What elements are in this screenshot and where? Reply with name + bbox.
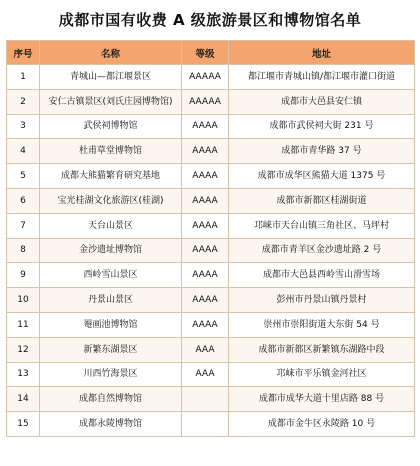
table-row	[7, 337, 415, 362]
cell-address: 成都市成华大道十里店路 88 号	[229, 387, 415, 412]
cell-name: 成都自然博物馆	[40, 387, 182, 412]
cell-no: 14	[7, 387, 40, 412]
table-row	[7, 164, 415, 189]
cell-name: 天台山景区	[40, 213, 182, 238]
cell-no: 12	[7, 337, 40, 362]
cell-level: AAA	[182, 362, 229, 387]
cell-level: AAAA	[182, 188, 229, 213]
cell-no: 9	[7, 263, 40, 288]
cell-no: 8	[7, 238, 40, 263]
cell-level: AAAA	[182, 164, 229, 189]
table-row	[7, 89, 415, 114]
cell-level: AAAA	[182, 213, 229, 238]
table-row	[7, 139, 415, 164]
cell-no: 13	[7, 362, 40, 387]
cell-no: 15	[7, 412, 40, 437]
cell-name: 西岭雪山景区	[40, 263, 182, 288]
cell-level	[182, 412, 229, 437]
cell-address: 都江堰市青城山镇/都江堰市灌口街道	[229, 65, 415, 90]
cell-name: 新繁东湖景区	[40, 337, 182, 362]
cell-level: AAAA	[182, 114, 229, 139]
cell-no: 3	[7, 114, 40, 139]
header-address: 地址	[229, 41, 415, 65]
header-level: 等级	[182, 41, 229, 65]
table-row	[7, 213, 415, 238]
page-title: 成都市国有收费 A 级旅游景区和博物馆名单	[58, 11, 362, 29]
table-row	[7, 238, 415, 263]
cell-address: 成都市武侯祠大街 231 号	[229, 114, 415, 139]
table-row	[7, 288, 415, 313]
table-row	[7, 188, 415, 213]
table-header	[7, 41, 415, 65]
cell-name: 安仁古镇景区(刘氏庄园博物馆)	[40, 89, 182, 114]
cell-name: 杜甫草堂博物馆	[40, 139, 182, 164]
cell-no: 11	[7, 312, 40, 337]
cell-level: AAAA	[182, 238, 229, 263]
cell-name: 宝光桂湖文化旅游区(桂湖)	[40, 188, 182, 213]
cell-name: 成都永陵博物馆	[40, 412, 182, 437]
cell-level	[182, 387, 229, 412]
cell-address: 成都市成华区熊猫大道 1375 号	[229, 164, 415, 189]
cell-level: AAAAA	[182, 89, 229, 114]
cell-name: 武侯祠博物馆	[40, 114, 182, 139]
cell-level: AAA	[182, 337, 229, 362]
cell-address: 成都市青华路 37 号	[229, 139, 415, 164]
cell-no: 2	[7, 89, 40, 114]
cell-name: 川西竹海景区	[40, 362, 182, 387]
cell-address: 邛崃市平乐镇金河社区	[229, 362, 415, 387]
cell-level: AAAAA	[182, 65, 229, 90]
cell-level: AAAA	[182, 288, 229, 313]
cell-name: 丹景山景区	[40, 288, 182, 313]
cell-no: 6	[7, 188, 40, 213]
cell-address: 成都市金牛区永陵路 10 号	[229, 412, 415, 437]
attractions-table	[6, 40, 415, 437]
cell-name: 金沙遗址博物馆	[40, 238, 182, 263]
table-body	[7, 65, 415, 437]
table-row	[7, 263, 415, 288]
cell-no: 7	[7, 213, 40, 238]
cell-address: 成都市新都区桂湖街道	[229, 188, 415, 213]
cell-address: 彭州市丹景山镇丹景村	[229, 288, 415, 313]
cell-name: 青城山—都江堰景区	[40, 65, 182, 90]
cell-address: 成都市新都区新繁镇东湖路中段	[229, 337, 415, 362]
table-row	[7, 387, 415, 412]
header-name: 名称	[40, 41, 182, 65]
cell-name: 罨画池博物馆	[40, 312, 182, 337]
cell-level: AAAA	[182, 263, 229, 288]
cell-level: AAAA	[182, 139, 229, 164]
cell-no: 5	[7, 164, 40, 189]
cell-no: 4	[7, 139, 40, 164]
cell-address: 成都市大邑县西岭雪山滑雪场	[229, 263, 415, 288]
table-row	[7, 65, 415, 90]
cell-address: 崇州市崇阳街道大东街 54 号	[229, 312, 415, 337]
table-row	[7, 114, 415, 139]
table-row	[7, 312, 415, 337]
cell-no: 1	[7, 65, 40, 90]
header-row	[7, 41, 415, 65]
header-no: 序号	[7, 41, 40, 65]
table-row	[7, 362, 415, 387]
cell-name: 成都大熊猫繁育研究基地	[40, 164, 182, 189]
cell-level: AAAA	[182, 312, 229, 337]
cell-no: 10	[7, 288, 40, 313]
cell-address: 成都市青羊区金沙遗址路 2 号	[229, 238, 415, 263]
cell-address: 成都市大邑县安仁镇	[229, 89, 415, 114]
table-row	[7, 412, 415, 437]
cell-address: 邛崃市天台山镇三角社区、马坪村	[229, 213, 415, 238]
